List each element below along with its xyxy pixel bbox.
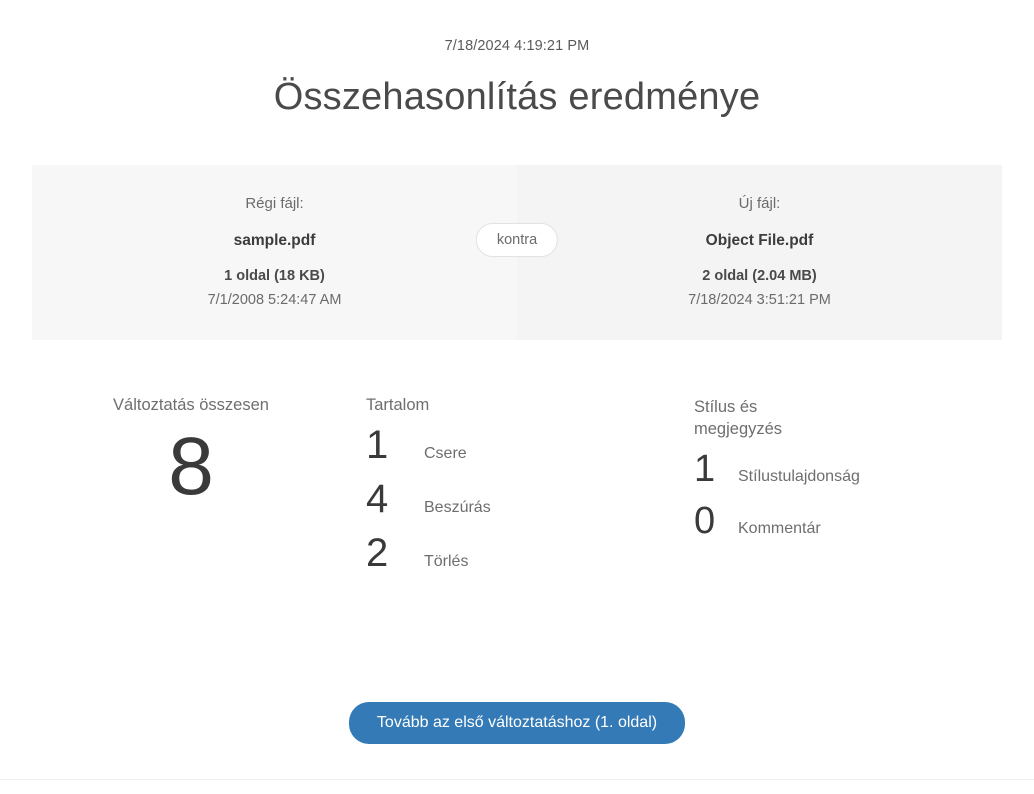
new-file-name: Object File.pdf: [705, 232, 814, 249]
style-property-label: Stílustulajdonság: [738, 468, 860, 485]
style-stat-row: [694, 446, 992, 492]
content-stat-row: [366, 421, 662, 469]
total-changes-column: [32, 396, 332, 577]
new-file-panel: [517, 165, 1002, 340]
content-replace-label: Csere: [424, 445, 467, 462]
content-delete-label: Törlés: [424, 553, 469, 570]
old-file-panel: [32, 165, 517, 340]
new-file-pages-size: 2 oldal (2.04 MB): [702, 268, 817, 284]
page-bottom-edge: [0, 779, 1034, 794]
statistics-area: [0, 396, 1034, 577]
content-delete-value: 2: [366, 531, 389, 575]
old-file-date: 7/1/2008 5:24:47 AM: [207, 292, 342, 308]
style-changes-heading: Stílus és megjegyzés: [694, 398, 783, 438]
style-changes-column: [662, 396, 992, 577]
comment-value: 0: [694, 500, 716, 542]
total-changes-value: 8: [168, 421, 214, 512]
content-replace-value: 1: [366, 423, 389, 467]
new-file-label: Új fájl:: [738, 195, 781, 212]
cta-container: [0, 702, 1034, 744]
new-file-date: 7/18/2024 3:51:21 PM: [688, 292, 831, 308]
comment-label: Kommentár: [738, 520, 821, 537]
content-stat-row: [366, 529, 662, 577]
content-changes-column: [332, 396, 662, 577]
content-stat-row: [366, 475, 662, 523]
content-changes-heading: Tartalom: [366, 396, 430, 414]
style-stat-row: [694, 498, 992, 544]
versus-badge: kontra: [476, 223, 558, 257]
file-comparison-band: [32, 165, 1002, 340]
report-timestamp: 7/18/2024 4:19:21 PM: [444, 38, 590, 54]
page-title: Összehasonlítás eredménye: [273, 76, 761, 118]
content-insert-value: 4: [366, 477, 389, 521]
old-file-name: sample.pdf: [233, 232, 316, 249]
old-file-pages-size: 1 oldal (18 KB): [224, 268, 325, 284]
content-insert-label: Beszúrás: [424, 499, 491, 516]
style-property-value: 1: [694, 448, 716, 490]
old-file-label: Régi fájl:: [245, 195, 304, 212]
total-changes-heading: Változtatás összesen: [113, 396, 269, 414]
go-to-first-change-button[interactable]: Tovább az első változtatáshoz (1. oldal): [349, 702, 685, 744]
